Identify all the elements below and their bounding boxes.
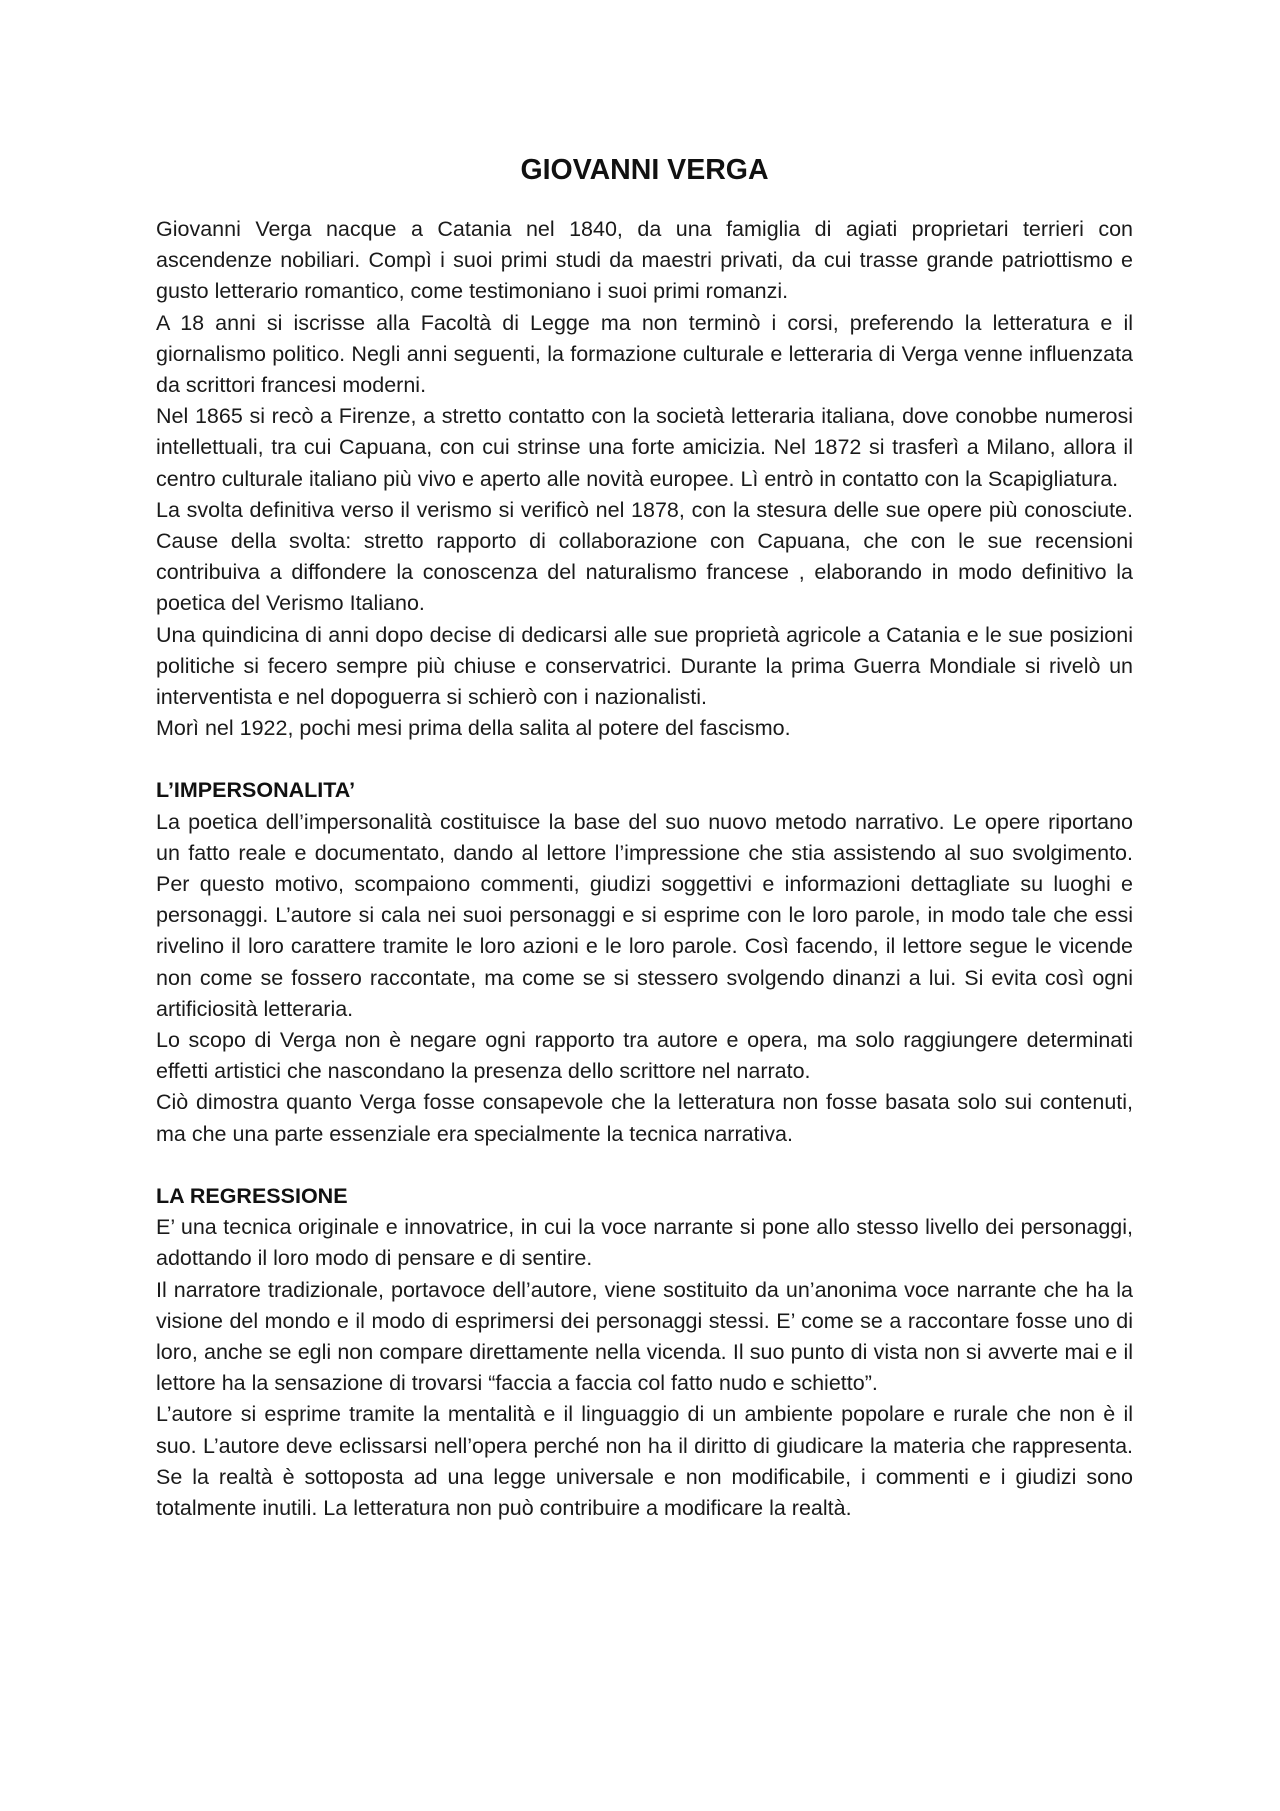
section-heading: LA REGRESSIONE [156,1183,348,1208]
section-heading: L’IMPERSONALITA’ [156,778,356,803]
section-paragraph: Lo scopo di Verga non è negare ogni rapporto tra autore e opera, ma solo raggiungere determinati effetti artistici che nascondano la presenza dello scrittore nel narrato. [156,1028,1133,1084]
section-paragraph: La poetica dell’impersonalità costituisce la base del suo nuovo metodo narrativo. Le opere riportano un fatto reale e documentato, dando al lettore l’impressione che stia assistendo al suo svolgimento. Per questo motivo, scompaiono commenti, giudizi soggettivi e informazioni dettagliate su luoghi e personaggi. L’autore si cala nei suoi personaggi e si esprime con le loro parole, in modo tale che essi rivelino il loro carattere tramite le loro azioni e le loro parole. Così facendo, il lettore segue le vicende non come se fossero raccontate, ma come se si stessero svolgendo dinanzi a lui. Si evita così ogni artificiosità letteraria. [156,809,1133,1021]
document-page [156,152,1133,1524]
document-title: GIOVANNI VERGA [520,154,769,186]
intro-paragraph-florence-milan: Nel 1865 si recò a Firenze, a stretto contatto con la società letteraria italiana, dove conobbe numerosi intellettuali, tra cui Capuana, con cui strinse una forte amicizia. Nel 1872 si trasferì a Milano, allora il centro culturale italiano più vivo e aperto alle novità europee. Lì entrò in contatto con la Scapigliatura. [156,404,1133,491]
intro-paragraph-death: Morì nel 1922, pochi mesi prima della salita al potere del fascismo. [156,716,791,741]
biography-intro [156,214,1133,744]
section-impersonalita [156,775,1133,1149]
intro-paragraph-verismo-turn: La svolta definitiva verso il verismo si verificò nel 1878, con la stesura delle sue opere più conosciute. Cause della svolta: stretto rapporto di collaborazione con Capuana, che con le sue recensioni contribuiva a diffondere la conoscenza del naturalismo francese , elaborando in modo definitivo la poetica del Verismo Italiano. [156,497,1133,616]
intro-paragraph-birth: Giovanni Verga nacque a Catania nel 1840, da una famiglia di agiati proprietari terrieri con ascendenze nobiliari. Compì i suoi primi studi da maestri privati, da cui trasse grande patriottismo e gusto letterario romantico, come testimoniano i suoi primi romanzi. [156,217,1133,304]
intro-paragraph-studies: A 18 anni si iscrisse alla Facoltà di Legge ma non terminò i corsi, preferendo la letteratura e il giornalismo politico. Negli anni seguenti, la formazione culturale e letteraria di Verga venne influenzata da scrittori francesi moderni. [156,310,1133,398]
section-paragraph: Ciò dimostra quanto Verga fosse consapevole che la letteratura non fosse basata solo sui contenuti, ma che una parte essenziale era specialmente la tecnica narrativa. [156,1090,1133,1146]
section-paragraph: Il narratore tradizionale, portavoce dell’autore, viene sostituito da un’anonima voce narrante che ha la visione del mondo e il modo di esprimersi dei personaggi stessi. E’ come se a raccontare fosse uno di loro, anche se egli non compare direttamente nella vicenda. Il suo punto di vista non si avverte mai e il lettore ha la sensazione di trovarsi “faccia a faccia col fatto nudo e schietto”. [156,1277,1133,1396]
section-paragraph: L’autore si esprime tramite la mentalità e il linguaggio di un ambiente popolare e rurale che non è il suo. L’autore deve eclissarsi nell’opera perché non ha il diritto di giudicare la materia che rappresenta. Se la realtà è sottoposta ad una legge universale e non modificabile, i commenti e i giudizi sono totalmente inutili. La letteratura non può contribuire a modificare la realtà. [156,1402,1133,1520]
section-paragraph: E’ una tecnica originale e innovatrice, in cui la voce narrante si pone allo stesso livello dei personaggi, adottando il loro modo di pensare e di sentire. [156,1215,1133,1271]
section-regressione [156,1181,1133,1524]
intro-paragraph-later-years: Una quindicina di anni dopo decise di dedicarsi alle sue proprietà agricole a Catania e le sue posizioni politiche si fecero sempre più chiuse e conservatrici. Durante la prima Guerra Mondiale si rivelò un interventista e nel dopoguerra si schierò con i nazionalisti. [156,622,1133,710]
